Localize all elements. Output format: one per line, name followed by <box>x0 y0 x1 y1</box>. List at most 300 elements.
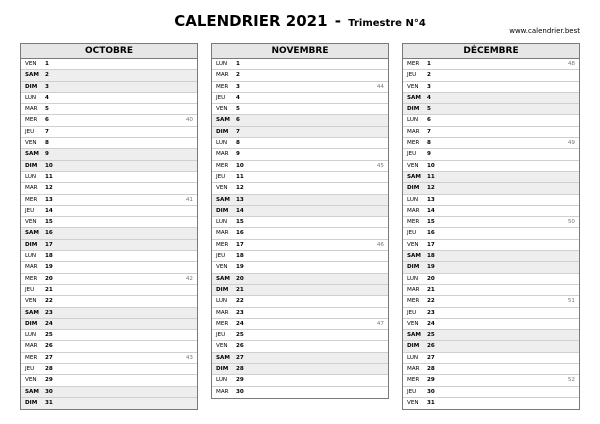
day-name: VEN <box>25 61 37 67</box>
day-name: SAM <box>25 388 39 395</box>
day-name: MER <box>216 241 229 248</box>
day-row <box>21 183 197 194</box>
day-number: 3 <box>45 83 49 90</box>
week-number: 47 <box>376 320 384 327</box>
month-header: DÉCEMBRE <box>403 44 579 59</box>
day-number: 27 <box>236 354 244 361</box>
day-number: 26 <box>45 343 53 350</box>
day-row <box>21 296 197 307</box>
week-number: 52 <box>567 377 575 384</box>
day-row <box>212 274 388 285</box>
day-name: MAR <box>216 151 229 158</box>
day-number: 28 <box>427 366 435 373</box>
day-number: 6 <box>427 117 431 124</box>
day-name: VEN <box>407 83 419 90</box>
month-header: OCTOBRE <box>21 44 197 59</box>
day-name: DIM <box>407 106 420 113</box>
day-name: MER <box>407 61 420 67</box>
day-name: SAM <box>407 173 421 180</box>
day-row <box>403 217 579 228</box>
day-list <box>21 59 197 409</box>
day-name: SAM <box>407 332 421 339</box>
day-number: 16 <box>45 230 53 237</box>
day-number: 18 <box>45 253 53 260</box>
day-row <box>403 127 579 138</box>
day-number: 21 <box>45 286 53 293</box>
day-number: 6 <box>236 117 240 124</box>
day-name: LUN <box>407 117 419 124</box>
day-name: JEU <box>407 388 417 395</box>
day-row <box>212 308 388 319</box>
day-number: 5 <box>45 106 49 113</box>
week-number: 41 <box>185 196 193 203</box>
day-name: MER <box>407 219 420 226</box>
day-row <box>21 308 197 319</box>
day-row <box>403 341 579 352</box>
day-number: 12 <box>236 185 244 192</box>
day-name: LUN <box>216 298 228 305</box>
day-row <box>212 93 388 104</box>
day-row <box>212 217 388 228</box>
day-name: DIM <box>407 264 420 271</box>
month-header: NOVEMBRE <box>212 44 388 59</box>
day-number: 11 <box>236 173 244 180</box>
day-row <box>403 149 579 160</box>
day-row <box>21 262 197 273</box>
day-name: MER <box>216 162 229 169</box>
day-number: 20 <box>427 275 435 282</box>
day-name: MER <box>407 298 420 305</box>
day-number: 22 <box>45 298 53 305</box>
day-name: SAM <box>216 354 230 361</box>
day-number: 10 <box>45 162 53 169</box>
day-row <box>403 206 579 217</box>
day-row <box>212 228 388 239</box>
day-name: LUN <box>216 377 228 384</box>
day-name: JEU <box>216 332 226 339</box>
day-row <box>403 104 579 115</box>
day-number: 18 <box>236 253 244 260</box>
day-row <box>403 195 579 206</box>
day-number: 26 <box>236 343 244 350</box>
day-row <box>21 353 197 364</box>
day-row <box>403 296 579 307</box>
day-name: SAM <box>407 94 421 101</box>
day-number: 4 <box>427 94 431 101</box>
day-number: 7 <box>45 128 49 135</box>
day-number: 16 <box>427 230 435 237</box>
week-number: 49 <box>567 140 575 147</box>
week-number: 44 <box>376 83 384 90</box>
day-row <box>21 206 197 217</box>
day-row <box>403 330 579 341</box>
day-name: VEN <box>407 399 419 406</box>
day-number: 3 <box>427 83 431 90</box>
day-name: VEN <box>25 219 37 226</box>
day-number: 15 <box>45 219 53 226</box>
day-name: LUN <box>216 219 228 226</box>
day-row <box>21 93 197 104</box>
day-row <box>403 319 579 330</box>
day-name: MER <box>25 275 38 282</box>
day-name: DIM <box>25 83 38 90</box>
day-name: VEN <box>407 162 419 169</box>
day-row <box>21 319 197 330</box>
day-number: 27 <box>427 354 435 361</box>
day-number: 23 <box>427 309 435 316</box>
day-row <box>21 104 197 115</box>
day-name: MER <box>25 117 38 124</box>
day-name: MAR <box>216 72 229 79</box>
day-name: MAR <box>407 286 420 293</box>
day-name: JEU <box>407 230 417 237</box>
day-name: LUN <box>407 275 419 282</box>
day-name: JEU <box>407 151 417 158</box>
day-number: 23 <box>45 309 53 316</box>
day-row <box>212 183 388 194</box>
day-row <box>212 149 388 160</box>
day-name: LUN <box>407 196 419 203</box>
day-number: 25 <box>427 332 435 339</box>
day-name: DIM <box>25 399 38 406</box>
day-row <box>21 285 197 296</box>
day-name: VEN <box>216 106 228 113</box>
day-row <box>403 70 579 81</box>
day-row <box>403 251 579 262</box>
day-number: 13 <box>236 196 244 203</box>
month-december <box>402 43 580 410</box>
day-name: LUN <box>216 140 228 147</box>
day-name: LUN <box>25 173 37 180</box>
day-row <box>212 285 388 296</box>
day-number: 24 <box>236 320 244 327</box>
day-row <box>212 251 388 262</box>
day-name: MAR <box>216 230 229 237</box>
month-october <box>20 43 198 410</box>
day-name: DIM <box>25 241 38 248</box>
day-row <box>403 115 579 126</box>
month-november <box>211 43 389 399</box>
day-name: LUN <box>216 61 228 67</box>
week-number: 40 <box>185 117 193 124</box>
day-number: 6 <box>45 117 49 124</box>
day-row <box>21 82 197 93</box>
day-number: 11 <box>427 173 435 180</box>
day-row <box>21 375 197 386</box>
day-number: 16 <box>236 230 244 237</box>
day-name: DIM <box>216 128 229 135</box>
day-number: 27 <box>45 354 53 361</box>
day-row <box>212 104 388 115</box>
day-name: JEU <box>407 72 417 79</box>
day-row <box>403 398 579 409</box>
day-name: MER <box>216 83 229 90</box>
day-number: 20 <box>45 275 53 282</box>
day-name: MER <box>25 196 38 203</box>
day-number: 28 <box>45 366 53 373</box>
day-number: 26 <box>427 343 435 350</box>
day-row <box>403 364 579 375</box>
day-name: MAR <box>216 388 229 395</box>
day-number: 19 <box>427 264 435 271</box>
day-row <box>403 262 579 273</box>
day-number: 31 <box>45 399 53 406</box>
day-name: MER <box>216 320 229 327</box>
day-name: SAM <box>25 309 39 316</box>
day-name: VEN <box>407 320 419 327</box>
day-row <box>21 341 197 352</box>
day-number: 17 <box>236 241 244 248</box>
day-row <box>21 364 197 375</box>
day-number: 4 <box>236 94 240 101</box>
day-number: 1 <box>427 61 431 67</box>
day-name: MAR <box>25 106 38 113</box>
day-row <box>212 115 388 126</box>
day-row <box>403 59 579 70</box>
day-row <box>21 228 197 239</box>
day-row <box>21 127 197 138</box>
day-row <box>212 161 388 172</box>
day-name: LUN <box>25 94 37 101</box>
day-number: 24 <box>45 320 53 327</box>
day-number: 13 <box>45 196 53 203</box>
day-number: 9 <box>427 151 431 158</box>
day-row <box>403 138 579 149</box>
day-number: 21 <box>427 286 435 293</box>
day-name: DIM <box>216 286 229 293</box>
day-row <box>403 82 579 93</box>
day-number: 3 <box>236 83 240 90</box>
day-row <box>212 353 388 364</box>
day-row <box>21 149 197 160</box>
day-name: MAR <box>407 366 420 373</box>
day-number: 18 <box>427 253 435 260</box>
day-number: 19 <box>236 264 244 271</box>
day-name: VEN <box>25 298 37 305</box>
day-number: 29 <box>427 377 435 384</box>
day-name: JEU <box>216 253 226 260</box>
day-row <box>212 330 388 341</box>
day-row <box>212 70 388 81</box>
day-name: LUN <box>407 354 419 361</box>
day-number: 21 <box>236 286 244 293</box>
day-row <box>21 161 197 172</box>
day-name: MAR <box>216 309 229 316</box>
day-name: MAR <box>407 128 420 135</box>
day-number: 20 <box>236 275 244 282</box>
day-list <box>403 59 579 409</box>
day-number: 8 <box>236 140 240 147</box>
day-number: 14 <box>236 207 244 214</box>
day-name: VEN <box>216 343 228 350</box>
day-name: VEN <box>216 264 228 271</box>
day-row <box>212 138 388 149</box>
day-row <box>403 285 579 296</box>
site-url: www.calendrier.best <box>509 27 580 35</box>
day-number: 8 <box>427 140 431 147</box>
day-number: 30 <box>427 388 435 395</box>
day-row <box>212 375 388 386</box>
day-number: 24 <box>427 320 435 327</box>
day-name: SAM <box>25 151 39 158</box>
day-number: 8 <box>45 140 49 147</box>
day-number: 30 <box>45 388 53 395</box>
day-name: JEU <box>25 286 35 293</box>
day-number: 5 <box>236 106 240 113</box>
day-row <box>21 217 197 228</box>
day-number: 29 <box>45 377 53 384</box>
day-number: 22 <box>427 298 435 305</box>
day-name: DIM <box>216 366 229 373</box>
day-row <box>21 138 197 149</box>
day-name: JEU <box>407 309 417 316</box>
day-name: MER <box>25 354 38 361</box>
day-number: 30 <box>236 388 244 395</box>
day-number: 10 <box>427 162 435 169</box>
day-row <box>403 93 579 104</box>
day-row <box>212 319 388 330</box>
day-number: 25 <box>236 332 244 339</box>
day-number: 14 <box>45 207 53 214</box>
day-number: 15 <box>427 219 435 226</box>
week-number: 46 <box>376 241 384 248</box>
day-name: JEU <box>25 128 35 135</box>
day-row <box>403 387 579 398</box>
day-row <box>212 127 388 138</box>
day-number: 9 <box>45 151 49 158</box>
day-number: 2 <box>236 72 240 79</box>
day-row <box>21 274 197 285</box>
day-number: 15 <box>236 219 244 226</box>
day-row <box>403 308 579 319</box>
week-number: 43 <box>185 354 193 361</box>
day-row <box>403 172 579 183</box>
day-number: 9 <box>236 151 240 158</box>
week-number: 50 <box>567 219 575 226</box>
day-name: LUN <box>25 332 37 339</box>
day-number: 12 <box>45 185 53 192</box>
day-row <box>21 330 197 341</box>
day-row <box>21 70 197 81</box>
day-number: 4 <box>45 94 49 101</box>
day-number: 14 <box>427 207 435 214</box>
week-number: 45 <box>376 162 384 169</box>
day-number: 29 <box>236 377 244 384</box>
day-name: MAR <box>25 264 38 271</box>
day-name: MAR <box>25 185 38 192</box>
day-row <box>212 364 388 375</box>
day-name: JEU <box>216 94 226 101</box>
day-row <box>212 195 388 206</box>
day-row <box>21 195 197 206</box>
day-row <box>403 274 579 285</box>
day-row <box>212 341 388 352</box>
day-name: JEU <box>216 173 226 180</box>
day-row <box>212 82 388 93</box>
day-row <box>21 387 197 398</box>
day-name: MAR <box>407 207 420 214</box>
day-number: 1 <box>45 61 49 67</box>
day-number: 10 <box>236 162 244 169</box>
week-number: 42 <box>185 275 193 282</box>
day-row <box>21 172 197 183</box>
day-number: 7 <box>236 128 240 135</box>
day-name: SAM <box>25 72 39 79</box>
day-number: 11 <box>45 173 53 180</box>
title-subtitle: Trimestre N°4 <box>348 18 426 29</box>
day-number: 28 <box>236 366 244 373</box>
day-number: 17 <box>45 241 53 248</box>
day-row <box>212 262 388 273</box>
day-name: DIM <box>25 162 38 169</box>
day-name: VEN <box>407 241 419 248</box>
day-row <box>212 59 388 70</box>
day-row <box>21 240 197 251</box>
day-number: 5 <box>427 106 431 113</box>
day-number: 25 <box>45 332 53 339</box>
day-row <box>403 375 579 386</box>
day-number: 13 <box>427 196 435 203</box>
day-name: LUN <box>25 253 37 260</box>
day-row <box>212 387 388 398</box>
day-name: MER <box>407 140 420 147</box>
day-number: 19 <box>45 264 53 271</box>
day-name: VEN <box>216 185 228 192</box>
day-row <box>403 353 579 364</box>
title-text: CALENDRIER 2021 <box>174 12 328 30</box>
week-number: 48 <box>567 61 575 67</box>
day-name: MAR <box>25 343 38 350</box>
day-row <box>403 183 579 194</box>
day-name: SAM <box>25 230 39 237</box>
day-row <box>212 240 388 251</box>
day-name: JEU <box>25 207 35 214</box>
day-name: DIM <box>407 343 420 350</box>
day-name: DIM <box>407 185 420 192</box>
day-number: 12 <box>427 185 435 192</box>
day-name: DIM <box>216 207 229 214</box>
day-name: DIM <box>25 320 38 327</box>
day-number: 22 <box>236 298 244 305</box>
day-row <box>21 59 197 70</box>
day-number: 17 <box>427 241 435 248</box>
day-list <box>212 59 388 398</box>
day-row <box>212 206 388 217</box>
day-row <box>21 251 197 262</box>
day-row <box>21 398 197 409</box>
title-separator: - <box>334 12 341 30</box>
day-number: 7 <box>427 128 431 135</box>
day-number: 2 <box>427 72 431 79</box>
day-row <box>212 172 388 183</box>
day-name: VEN <box>25 377 37 384</box>
week-number: 51 <box>567 298 575 305</box>
day-number: 1 <box>236 61 240 67</box>
day-name: JEU <box>25 366 35 373</box>
day-name: VEN <box>25 140 37 147</box>
day-number: 23 <box>236 309 244 316</box>
day-name: SAM <box>216 196 230 203</box>
day-row <box>403 161 579 172</box>
day-name: SAM <box>407 253 421 260</box>
day-number: 2 <box>45 72 49 79</box>
day-row <box>403 228 579 239</box>
day-number: 31 <box>427 399 435 406</box>
day-row <box>212 296 388 307</box>
day-row <box>403 240 579 251</box>
day-row <box>21 115 197 126</box>
day-name: SAM <box>216 117 230 124</box>
